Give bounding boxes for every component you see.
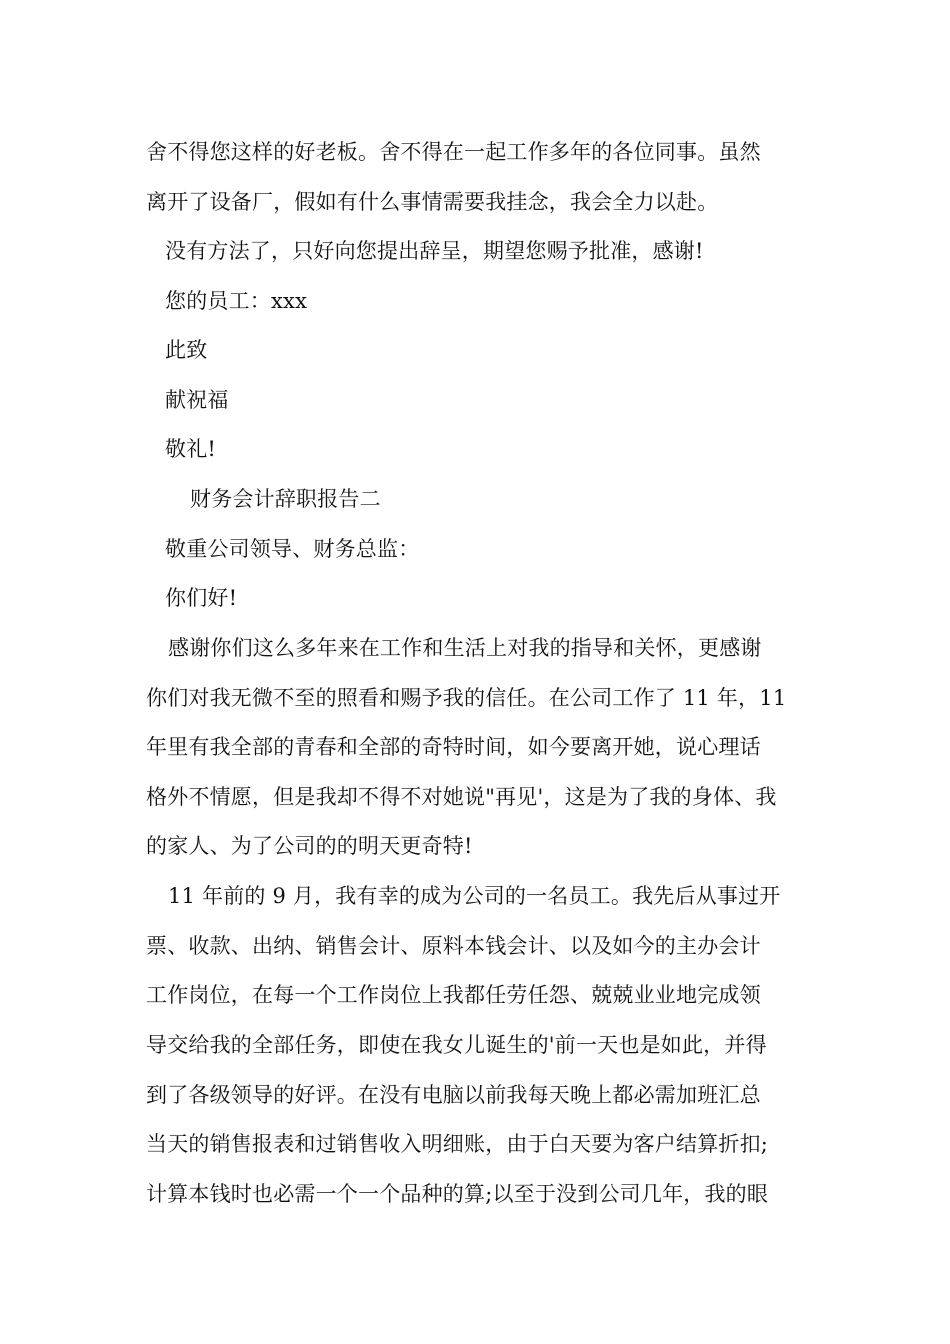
greeting-line: 你们好! bbox=[165, 586, 238, 610]
text-line: 票、收款、出纳、销售会计、原料本钱会计、以及如今的主办会计 bbox=[146, 934, 761, 958]
text-line: 当天的销售报表和过销售收入明细账，由于白天要为客户结算折扣; bbox=[146, 1132, 769, 1156]
text-line: 年里有我全部的青春和全部的奇特时间，如今要离开她，说心理话 bbox=[146, 735, 761, 759]
closing-line: 敬礼! bbox=[165, 437, 217, 461]
closing-line: 此致 bbox=[165, 338, 208, 362]
text-line: 没有方法了，只好向您提出辞呈，期望您赐予批准，感谢! bbox=[165, 239, 704, 263]
salutation-line: 敬重公司领导、财务总监： bbox=[165, 537, 420, 561]
text-line: 感谢你们这么多年来在工作和生活上对我的指导和关怀，更感谢 bbox=[168, 636, 762, 660]
text-line: 导交给我的全部任务，即使在我女儿诞生的'前一天也是如此，并得 bbox=[146, 1033, 767, 1057]
text-line: 的家人、为了公司的的明天更奇特! bbox=[146, 834, 473, 858]
text-line: 到了各级领导的好评。在没有电脑以前我每天晚上都必需加班汇总 bbox=[146, 1083, 761, 1107]
text-line: 离开了设备厂，假如有什么事情需要我挂念，我会全力以赴。 bbox=[146, 190, 719, 214]
text-line: 计算本钱时也必需一个一个品种的算;以至于没到公司几年，我的眼 bbox=[146, 1182, 769, 1206]
text-line: 格外不情愿，但是我却不得不对她说"再见'，这是为了我的身体、我 bbox=[146, 785, 777, 809]
section-title: 财务会计辞职报告二 bbox=[190, 487, 381, 511]
text-line: 你们对我无微不至的照看和赐予我的信任。在公司工作了 11 年，11 bbox=[146, 686, 787, 710]
signature-line: 您的员工：xxx bbox=[165, 289, 308, 313]
text-line: 工作岗位，在每一个工作岗位上我都任劳任怨、兢兢业业地完成领 bbox=[146, 983, 761, 1007]
text-line: 舍不得您这样的好老板。舍不得在一起工作多年的各位同事。虽然 bbox=[146, 140, 761, 164]
closing-line: 献祝福 bbox=[165, 388, 229, 412]
text-line: 11 年前的 9 月，我有幸的成为公司的一名员工。我先后从事过开 bbox=[168, 884, 781, 908]
